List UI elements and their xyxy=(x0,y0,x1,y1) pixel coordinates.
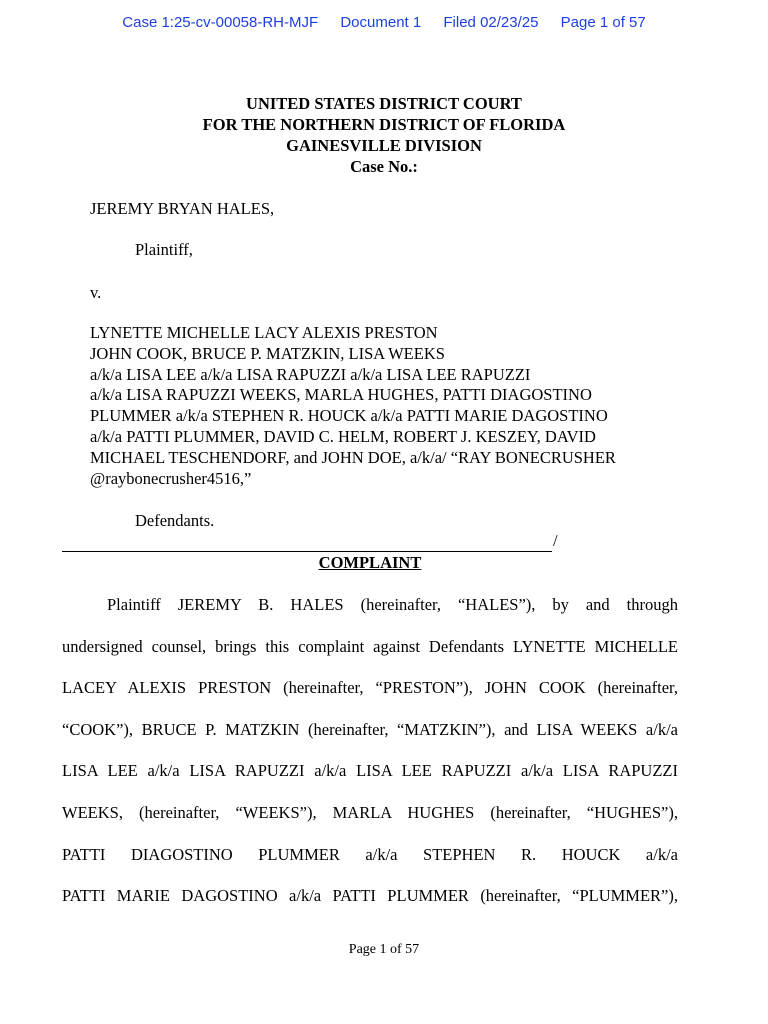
defendants-role: Defendants. xyxy=(135,511,215,530)
case-no-label: Case No.: xyxy=(350,157,418,176)
defendants-line: JOHN COOK, BRUCE P. MATZKIN, LISA WEEKS xyxy=(90,343,445,363)
body-line: PATTI MARIE DAGOSTINO a/k/a PATTI PLUMMER (hereinafter, “PLUMMER”), xyxy=(62,886,678,906)
defendants-line: a/k/a PATTI PLUMMER, DAVID C. HELM, ROBERT J. KESZEY, DAVID xyxy=(90,426,596,446)
body-line: undersigned counsel, brings this complaint against Defendants LYNETTE MICHELLE xyxy=(62,636,678,656)
body-line: LISA LEE a/k/a LISA RAPUZZI a/k/a LISA LEE RAPUZZI a/k/a LISA RAPUZZI xyxy=(62,761,678,781)
header-page-number: Page 1 of 57 xyxy=(560,14,646,31)
case-number: Case 1:25-cv-00058-RH-MJF xyxy=(122,14,319,31)
footer-page-number: Page 1 of 57 xyxy=(348,942,420,957)
court-name: UNITED STATES DISTRICT COURT xyxy=(246,94,522,113)
body-line: WEEKS, (hereinafter, “WEEKS”), MARLA HUGHES (hereinafter, “HUGHES”), xyxy=(62,802,678,822)
caption-divider xyxy=(62,531,552,552)
versus-label: v. xyxy=(90,283,102,302)
filing-header xyxy=(0,14,768,31)
defendants-line: a/k/a LISA LEE a/k/a LISA RAPUZZI a/k/a LISA LEE RAPUZZI xyxy=(90,364,531,384)
complaint-body xyxy=(62,594,678,927)
body-line: LACEY ALEXIS PRESTON (hereinafter, “PRESTON”), JOHN COOK (hereinafter, xyxy=(62,678,678,698)
court-district: FOR THE NORTHERN DISTRICT OF FLORIDA xyxy=(202,115,566,134)
defendants-line: MICHAEL TESCHENDORF, and JOHN DOE, a/k/a/ “RAY BONECRUSHER xyxy=(90,447,616,467)
body-line: PATTI DIAGOSTINO PLUMMER a/k/a STEPHEN R. HOUCK a/k/a xyxy=(62,844,678,864)
complaint-title: COMPLAINT xyxy=(318,553,422,572)
court-division: GAINESVILLE DIVISION xyxy=(286,136,482,155)
court-heading xyxy=(0,93,768,177)
document-number: Document 1 xyxy=(340,14,422,31)
filed-date: Filed 02/23/25 xyxy=(443,14,539,31)
defendants-line: PLUMMER a/k/a STEPHEN R. HOUCK a/k/a PATTI MARIE DAGOSTINO xyxy=(90,406,608,426)
body-line: Plaintiff JEREMY B. HALES (hereinafter, “HALES”), by and through xyxy=(107,595,678,614)
caption-divider-slash: / xyxy=(553,531,558,550)
defendants-line: @raybonecrusher4516,” xyxy=(90,468,252,488)
plaintiff-role: Plaintiff, xyxy=(135,240,193,259)
plaintiff-name: JEREMY BRYAN HALES, xyxy=(90,199,275,218)
defendants-list xyxy=(90,323,616,489)
body-line: “COOK”), BRUCE P. MATZKIN (hereinafter, “MATZKIN”), and LISA WEEKS a/k/a xyxy=(62,719,678,739)
defendants-line: LYNETTE MICHELLE LACY ALEXIS PRESTON xyxy=(90,323,438,342)
defendants-line: a/k/a LISA RAPUZZI WEEKS, MARLA HUGHES, PATTI DIAGOSTINO xyxy=(90,385,592,405)
